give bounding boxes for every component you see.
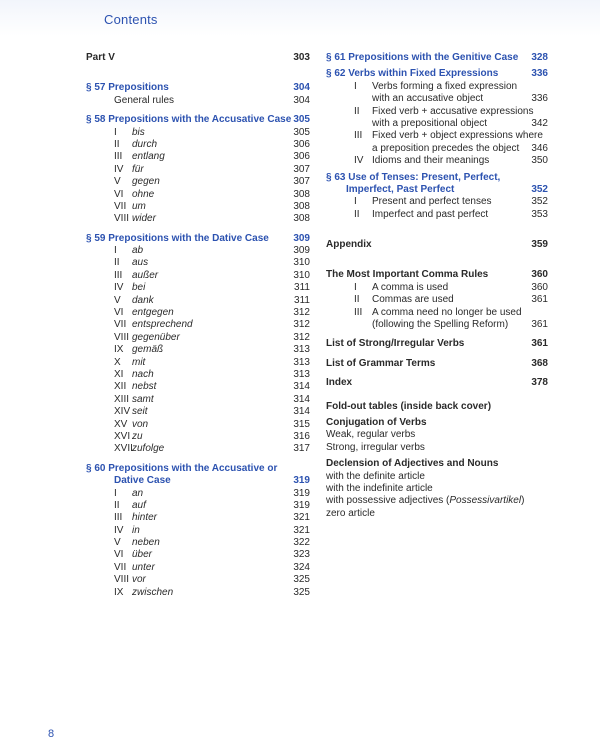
toc-item[interactable] [86, 189, 310, 201]
toc-item[interactable] [86, 537, 310, 549]
roman-numeral: V [114, 537, 121, 549]
toc-page-number: 352 [531, 196, 548, 208]
item-text: Present and perfect tenses [372, 196, 492, 208]
toc-item[interactable] [86, 562, 310, 574]
toc-page-number: 303 [293, 52, 310, 63]
section-title: § 58 Prepositions with the Accusative Case [86, 114, 292, 126]
item-text-suffix: ) [521, 495, 525, 507]
toc-item[interactable] [86, 332, 310, 344]
toc-item[interactable] [86, 127, 310, 139]
toc-item[interactable] [326, 282, 548, 294]
toc-item[interactable] [326, 130, 548, 142]
preposition-text: über [132, 549, 153, 561]
toc-page-number: 306 [293, 151, 310, 163]
toc-section-59[interactable] [86, 233, 310, 245]
item-text: A comma need no longer be used [372, 306, 522, 318]
toc-item[interactable] [86, 245, 310, 257]
toc-foldout-item[interactable] [326, 495, 548, 507]
toc-item[interactable] [86, 488, 310, 500]
toc-foldout-item[interactable] [326, 508, 548, 520]
toc-page-number: 325 [293, 574, 310, 586]
toc-page-number: 360 [531, 269, 548, 281]
preposition-text: von [132, 418, 149, 430]
toc-section-58[interactable] [86, 114, 310, 126]
roman-numeral: XIII [114, 393, 130, 405]
roman-numeral: XVI [114, 430, 131, 442]
toc-item[interactable] [86, 295, 310, 307]
roman-numeral: II [114, 138, 120, 150]
toc-page-number: 312 [293, 331, 310, 343]
roman-numeral: III [114, 512, 123, 524]
toc-section-63-cont[interactable] [326, 184, 548, 196]
toc-page-number: 304 [293, 94, 310, 106]
preposition-text: um [132, 200, 146, 212]
header-band [0, 0, 600, 36]
toc-entry-label: List of Strong/Irregular Verbs [326, 338, 465, 350]
toc-foldout-decl[interactable] [326, 458, 548, 470]
roman-numeral: II [354, 294, 360, 306]
toc-page-number: 308 [293, 188, 310, 200]
toc-foldout-item[interactable] [326, 471, 548, 483]
roman-numeral: I [114, 126, 117, 138]
roman-numeral: II [354, 105, 360, 117]
toc-foldout-conj[interactable] [326, 417, 548, 429]
page-title: Contents [104, 12, 158, 27]
toc-section-61[interactable] [326, 52, 548, 64]
toc-item[interactable] [86, 139, 310, 151]
toc-item[interactable] [86, 282, 310, 294]
preposition-text: wider [132, 213, 156, 225]
toc-page-number: 314 [293, 406, 310, 418]
toc-page-number: 336 [531, 93, 548, 105]
toc-item[interactable] [86, 151, 310, 163]
roman-numeral: VI [114, 307, 124, 319]
toc-item-cont[interactable] [326, 143, 548, 155]
toc-item[interactable] [86, 443, 310, 455]
toc-page-number: 310 [293, 269, 310, 281]
toc-entry-label: Conjugation of Verbs [326, 416, 427, 428]
toc-entry-label: Index [326, 377, 353, 389]
toc-grammar-terms[interactable] [326, 358, 548, 370]
preposition-text: samt [132, 393, 154, 405]
roman-numeral: I [354, 281, 357, 293]
toc-item[interactable] [326, 209, 548, 221]
preposition-text: zwischen [132, 586, 174, 598]
preposition-text: gegenüber [132, 331, 180, 343]
item-text: Fixed verb + object expressions where [372, 130, 543, 142]
roman-numeral: XIV [114, 406, 131, 418]
preposition-text: bei [132, 282, 146, 294]
toc-item[interactable] [86, 213, 310, 225]
roman-numeral: IX [114, 344, 124, 356]
preposition-text: hinter [132, 512, 158, 524]
roman-numeral: VII [114, 319, 127, 331]
toc-item[interactable] [326, 106, 548, 118]
toc-item-cont[interactable] [326, 319, 548, 331]
item-text: A comma is used [372, 281, 449, 293]
item-text-prefix: with possessive adjectives ( [326, 495, 450, 507]
toc-page-number: 305 [293, 114, 310, 126]
toc-entry-label: The Most Important Comma Rules [326, 269, 489, 281]
toc-item-cont[interactable] [326, 93, 548, 105]
toc-page-number: 306 [293, 138, 310, 150]
roman-numeral: I [114, 487, 117, 499]
toc-page-number: 307 [293, 163, 310, 175]
toc-item[interactable] [326, 196, 548, 208]
roman-numeral: III [114, 151, 123, 163]
toc-item-cont[interactable] [326, 118, 548, 130]
toc-page-number: 319 [293, 475, 310, 487]
toc-item[interactable] [86, 357, 310, 369]
section-title: § 61 Prepositions with the Genitive Case [326, 52, 519, 63]
roman-numeral: IV [114, 524, 124, 536]
s59-item-list [86, 245, 310, 456]
toc-item[interactable] [86, 549, 310, 561]
roman-numeral: XII [114, 381, 127, 393]
preposition-text: gemäß [132, 344, 164, 356]
toc-item[interactable] [326, 81, 548, 93]
toc-entry-label: Declension of Adjectives and Nouns [326, 458, 499, 470]
roman-numeral: I [354, 80, 357, 92]
toc-section-60-cont[interactable] [86, 475, 310, 487]
roman-numeral: VI [114, 549, 124, 561]
toc-page-number: 309 [293, 232, 310, 244]
toc-page-number: 378 [531, 377, 548, 389]
roman-numeral: XI [114, 368, 124, 380]
toc-page-number: 321 [293, 512, 310, 524]
toc-item[interactable] [86, 587, 310, 599]
preposition-text: seit [132, 406, 148, 418]
toc-page-number: 311 [294, 282, 310, 294]
toc-item[interactable] [86, 394, 310, 406]
preposition-text: mit [132, 356, 146, 368]
toc-item[interactable] [86, 257, 310, 269]
toc-page-number: 361 [531, 319, 548, 331]
roman-numeral: V [114, 294, 121, 306]
preposition-text: neben [132, 537, 160, 549]
item-text: zero article [326, 507, 375, 519]
item-text: with an accusative object [372, 93, 484, 105]
s58-item-list [86, 127, 310, 226]
toc-page-number: 316 [293, 430, 310, 442]
section-title: § 60 Prepositions with the Accusative or [86, 462, 278, 474]
preposition-text: dank [132, 294, 154, 306]
toc-foldout-item[interactable] [326, 429, 548, 441]
roman-numeral: IX [114, 586, 124, 598]
s60-item-list [86, 488, 310, 600]
toc-appendix[interactable] [326, 239, 548, 251]
toc-item[interactable] [86, 307, 310, 319]
toc-item[interactable] [86, 319, 310, 331]
toc-page-number: 342 [531, 117, 548, 129]
toc-page-number: 313 [293, 368, 310, 380]
toc-foldout[interactable] [326, 401, 548, 413]
roman-numeral: X [114, 356, 121, 368]
toc-item[interactable] [86, 381, 310, 393]
toc-page-number: 353 [531, 208, 548, 220]
preposition-text: nach [132, 368, 154, 380]
preposition-text: zu [132, 430, 143, 442]
toc-page-number: 322 [293, 537, 310, 549]
toc-item[interactable] [86, 201, 310, 213]
preposition-text: durch [132, 138, 158, 150]
toc-page-number: 350 [531, 155, 548, 167]
section-title: § 59 Prepositions with the Dative Case [86, 232, 269, 244]
toc-page-number: 314 [293, 393, 310, 405]
roman-numeral: VIII [114, 213, 130, 225]
toc-page-number: 305 [293, 126, 310, 138]
toc-page-number: 361 [531, 294, 548, 306]
toc-item[interactable] [86, 406, 310, 418]
toc-page-number: 317 [293, 443, 310, 455]
toc-page-number: 314 [293, 381, 310, 393]
preposition-text: aus [132, 257, 149, 269]
toc-item[interactable] [86, 164, 310, 176]
toc-page-number: 325 [293, 586, 310, 598]
roman-numeral: VII [114, 200, 127, 212]
preposition-text: ab [132, 245, 144, 257]
toc-page-number: 311 [294, 294, 310, 306]
preposition-text: für [132, 163, 144, 175]
german-term: Possessivartikel [449, 495, 522, 507]
roman-numeral: XV [114, 418, 128, 430]
toc-page-number: 308 [293, 213, 310, 225]
item-text: Weak, regular verbs [326, 429, 416, 441]
item-text: Fixed verb + accusative expressions [372, 105, 534, 117]
toc-item[interactable] [326, 307, 548, 319]
item-text: with the definite article [326, 470, 425, 482]
toc-page-number: 321 [293, 524, 310, 536]
section-title: § 63 Use of Tenses: Present, Perfect, [326, 171, 501, 183]
page-number: 8 [48, 728, 55, 740]
toc-page-number: 304 [293, 82, 310, 94]
toc-foldout-item[interactable] [326, 442, 548, 454]
toc-left-column [86, 52, 310, 599]
toc-page-number: 309 [293, 245, 310, 257]
toc-page-number: 359 [531, 239, 548, 251]
roman-numeral: II [114, 257, 120, 269]
toc-entry-part-v[interactable] [86, 52, 310, 64]
item-text: a preposition precedes the object [372, 142, 520, 154]
toc-item[interactable] [86, 574, 310, 586]
roman-numeral: II [354, 208, 360, 220]
toc-strong-verbs[interactable] [326, 338, 548, 350]
toc-page-number: 308 [293, 200, 310, 212]
toc-item[interactable] [86, 270, 310, 282]
roman-numeral: IV [354, 155, 364, 167]
toc-item[interactable] [326, 294, 548, 306]
roman-numeral: I [354, 196, 357, 208]
toc-page-number: 319 [293, 487, 310, 499]
toc-item[interactable] [326, 155, 548, 167]
toc-subentry[interactable] [86, 95, 310, 107]
toc-section-63[interactable] [326, 172, 548, 184]
toc-page-number: 324 [293, 561, 310, 573]
section-title: § 62 Verbs within Fixed Expressions [326, 68, 499, 80]
toc-index[interactable] [326, 377, 548, 389]
toc-item[interactable] [86, 344, 310, 356]
toc-item[interactable] [86, 176, 310, 188]
toc-page-number: 310 [293, 257, 310, 269]
toc-section-60[interactable] [86, 463, 310, 475]
preposition-text: entlang [132, 151, 165, 163]
toc-item[interactable] [86, 431, 310, 443]
toc-right-column [326, 52, 548, 520]
toc-entry-label: Part V [86, 52, 115, 63]
toc-page-number: 312 [293, 307, 310, 319]
roman-numeral: II [114, 499, 120, 511]
roman-numeral: VI [114, 188, 124, 200]
roman-numeral: VII [114, 561, 127, 573]
roman-numeral: VIII [114, 574, 130, 586]
item-text: Commas are used [372, 294, 454, 306]
toc-item[interactable] [86, 419, 310, 431]
toc-page-number: 368 [531, 357, 548, 369]
toc-page-number: 323 [293, 549, 310, 561]
toc-page-number: 352 [531, 183, 548, 195]
subentry-label: General rules [114, 94, 175, 106]
item-text: Imperfect and past perfect [372, 208, 489, 220]
toc-item[interactable] [86, 512, 310, 524]
roman-numeral: IV [114, 282, 124, 294]
toc-section-57[interactable] [86, 82, 310, 94]
item-text: with a prepositional object [372, 117, 488, 129]
toc-page-number: 328 [531, 52, 548, 63]
roman-numeral: III [354, 306, 363, 318]
toc-page-number: 336 [531, 68, 548, 80]
item-text: Idioms and their meanings [372, 155, 490, 167]
preposition-text: nebst [132, 381, 157, 393]
preposition-text: vor [132, 574, 146, 586]
roman-numeral: IV [114, 163, 124, 175]
preposition-text: ohne [132, 188, 155, 200]
section-title-cont: Dative Case [114, 475, 171, 487]
preposition-text: gegen [132, 176, 160, 188]
toc-comma-rules[interactable] [326, 269, 548, 281]
toc-page-number: 315 [293, 418, 310, 430]
toc-item[interactable] [86, 500, 310, 512]
roman-numeral: III [114, 269, 123, 281]
roman-numeral: III [354, 130, 363, 142]
toc-page-number: 360 [531, 281, 548, 293]
roman-numeral: VIII [114, 331, 130, 343]
toc-section-62[interactable] [326, 68, 548, 80]
toc-item[interactable] [86, 369, 310, 381]
toc-page-number: 319 [293, 499, 310, 511]
toc-foldout-item[interactable] [326, 483, 548, 495]
preposition-text: unter [132, 561, 155, 573]
toc-page-number: 346 [531, 142, 548, 154]
section-title-cont: Imperfect, Past Perfect [346, 183, 455, 195]
roman-numeral: V [114, 176, 121, 188]
toc-entry-label: Appendix [326, 239, 372, 251]
toc-entry-label: Fold-out tables (inside back cover) [326, 400, 492, 412]
toc-page-number: 312 [293, 319, 310, 331]
preposition-text: in [132, 524, 140, 536]
item-text: Verbs forming a fixed expression [372, 80, 518, 92]
toc-page-number: 307 [293, 176, 310, 188]
toc-page-number: 313 [293, 356, 310, 368]
preposition-text: an [132, 487, 144, 499]
preposition-text: entsprechend [132, 319, 193, 331]
preposition-text: zufolge [132, 443, 165, 455]
preposition-text: außer [132, 269, 159, 281]
roman-numeral: I [114, 245, 117, 257]
toc-item[interactable] [86, 525, 310, 537]
preposition-text: auf [132, 499, 146, 511]
preposition-text: bis [132, 126, 145, 138]
preposition-text: entgegen [132, 307, 174, 319]
item-text: (following the Spelling Reform) [372, 319, 509, 331]
toc-page-number: 361 [531, 338, 548, 350]
item-text: with the indefinite article [326, 482, 433, 494]
toc-page-number: 313 [293, 344, 310, 356]
roman-numeral: XVII [114, 443, 133, 455]
item-text: Strong, irregular verbs [326, 441, 425, 453]
section-title: § 57 Prepositions [86, 82, 169, 94]
toc-entry-label: List of Grammar Terms [326, 357, 436, 369]
